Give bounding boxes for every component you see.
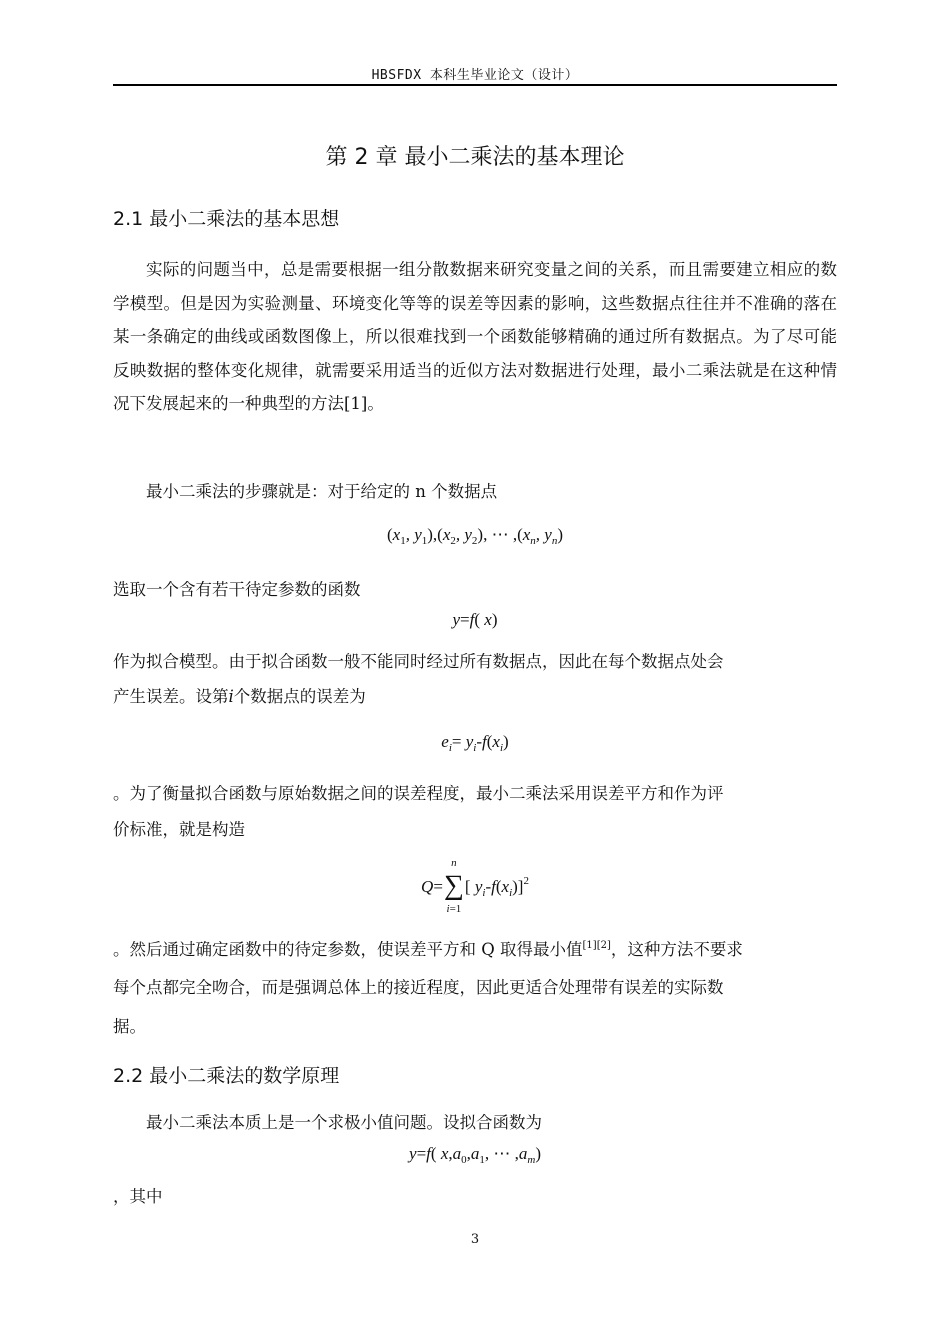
equation-fit-function: y=f( x) <box>452 610 498 629</box>
page-number: 3 <box>470 1232 480 1247</box>
text-line-construct: 价标准，就是构造 <box>113 820 245 839</box>
paragraph-principle: 最小二乘法本质上是一个求极小值问题。设拟合函数为 <box>146 1113 542 1132</box>
section-heading-2-1: 2.1 最小二乘法的基本思想 <box>113 208 340 230</box>
text-fragment: 个数据点的误差为 <box>233 687 366 706</box>
text-line-minimize <box>113 936 743 960</box>
text-fragment: 。然后通过确定函数中的待定参数，使误差平方和 Q 取得最小值 <box>113 940 583 959</box>
text-line-data: 据。 <box>113 1017 146 1036</box>
equation-data-points: ($x_1$, $y_1),(x_2$, $y_2$), ⋯ $,(x_n$, $y_n$) <box>386 525 564 547</box>
section-heading-2-2: 2.2 最小二乘法的数学原理 <box>113 1065 340 1087</box>
text-line-fit-model: 作为拟合模型。由于拟合函数一般不能同时经过所有数据点，因此在每个数据点处会 <box>113 652 724 671</box>
paragraph-basic-idea: 实际的问题当中，总是需要根据一组分散数据来研究变量之间的关系，而且需要建立相应的数学模型。但是因为实验测量、环境变化等等的误差等因素的影响，这些数据点往往并不准确的落在某一条确定的曲线或函数图像上，所以很难找到一个函数能够精确的通过所有数据点。为了尽可能反映数据的整体变化规律，就需要采用适当的近似方法对数据进行处理，最小二乘法就是在这种情况下发展起来的一种典型的方法[1]。 <box>113 260 837 413</box>
math-var-i: i <box>228 687 234 706</box>
text-line-overall: 每个点都完全吻合，而是强调总体上的接近程度，因此更适合处理带有误差的实际数 <box>113 978 724 997</box>
chapter-title: 第 2 章 最小二乘法的基本理论 <box>325 145 625 170</box>
paragraph-steps: 最小二乘法的步骤就是：对于给定的 n 个数据点 <box>146 482 498 501</box>
text-fragment: 产生误差。设第 <box>113 687 229 706</box>
equation-sum-of-squares: Q= n ∑ i=1 [ $y_i-f(x_i)]^2$ <box>113 858 837 918</box>
text-line-measure: 。为了衡量拟合函数与原始数据之间的误差程度，最小二乘法采用误差平方和作为评 <box>113 784 724 803</box>
text-fragment: ，这种方法不要求 <box>610 940 743 959</box>
running-header: HBSFDX 本科生毕业论文（设计） <box>371 68 579 83</box>
summation-symbol: n ∑ i=1 <box>443 857 464 915</box>
equation-error: $e_i= y_i-f(x_i)$ <box>441 732 509 754</box>
citation: [1][2] <box>582 940 611 951</box>
header-rule <box>113 84 837 86</box>
text-line-error-def <box>113 683 366 707</box>
text-line-where: ，其中 <box>113 1187 163 1206</box>
text-line-choose-function: 选取一个含有若干待定参数的函数 <box>113 580 361 599</box>
equation-param-function: y=f( $x,a_0,a_1$, ⋯ $,a_m$) <box>409 1144 541 1166</box>
